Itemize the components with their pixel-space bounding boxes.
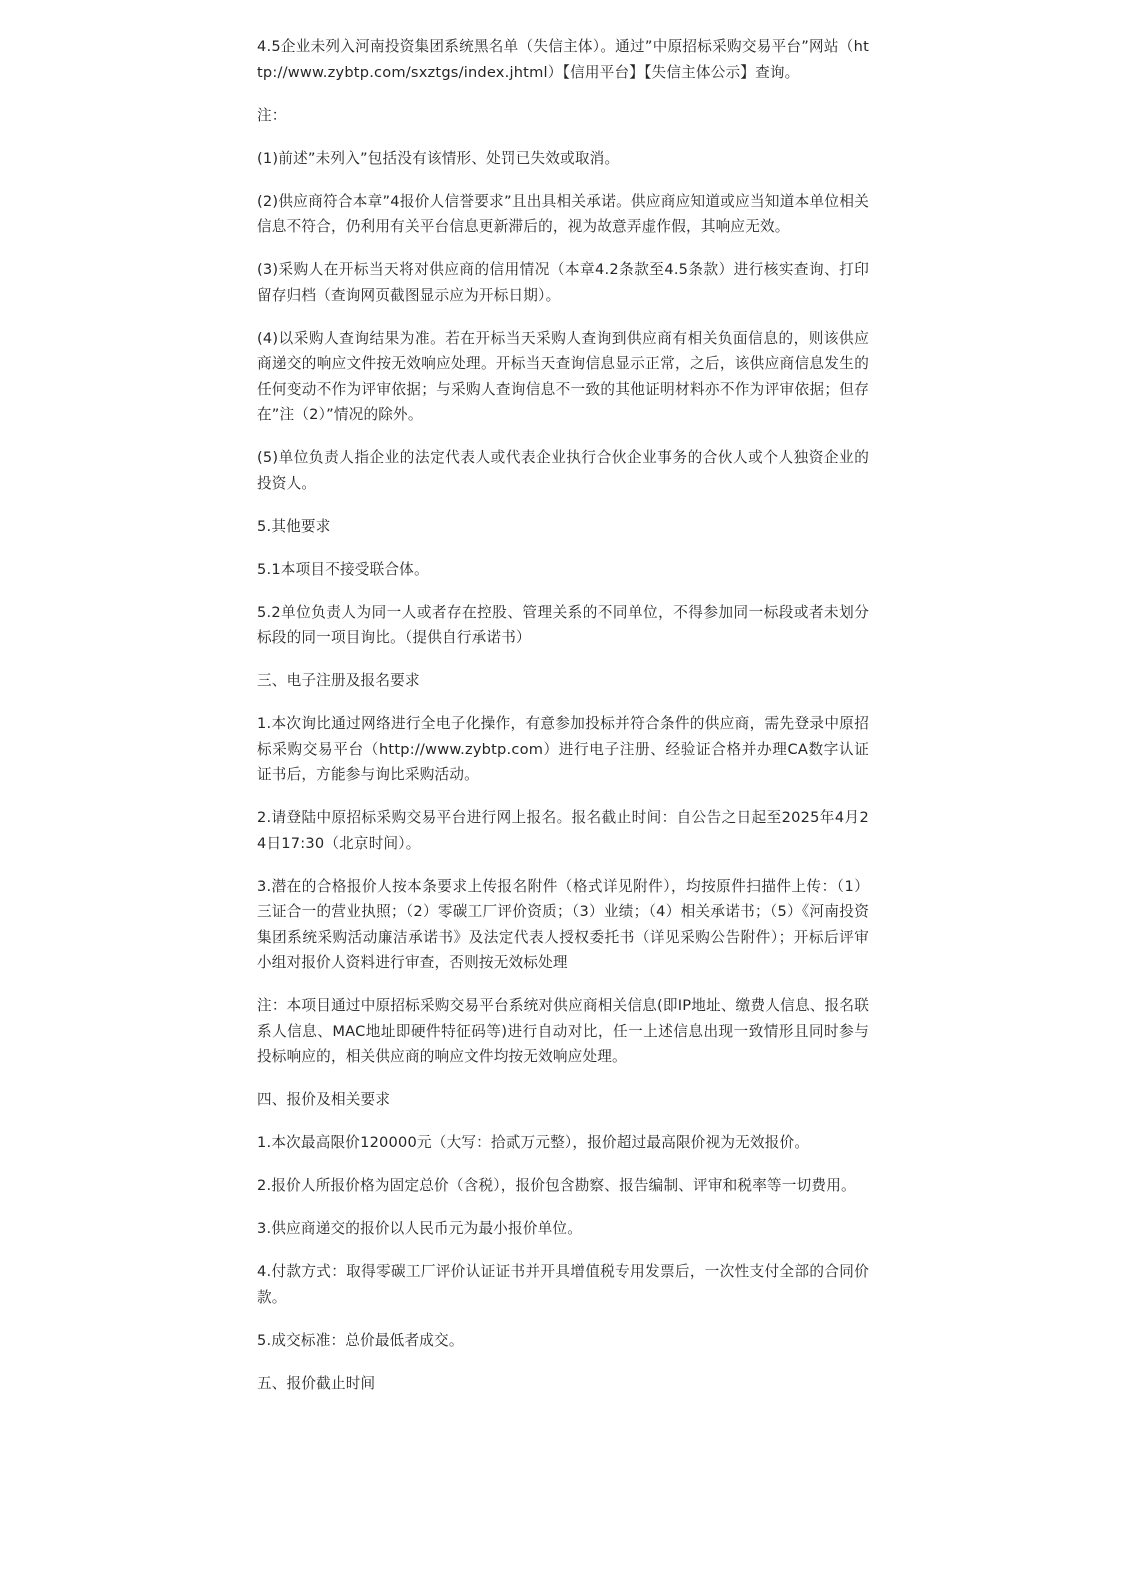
paragraph-award-criteria: 5.成交标准：总价最低者成交。	[257, 1331, 464, 1349]
paragraph-upload-attachments: 3.潜在的合格报价人按本条要求上传报名附件（格式详见附件），均按原件扫描件上传：（1）三证合一的营业执照；（2）零碳工厂评价资质；（3）业绩；（4）相关承诺书；（5）《河南投资集团系统采购活动廉洁承诺书》及法定代表人授权委托书（详见采购公告附件）；开标后评审小组对报价人资料进行审查，否则按无效标处理	[257, 877, 869, 971]
section-heading-quotation-deadline: 五、报价截止时间	[257, 1374, 376, 1392]
paragraph-blacklist-check: 4.5企业未列入河南投资集团系统黑名单（失信主体）。通过”中原招标采购交易平台”网站（http://www.zybtp.com/sxztgs/index.jhtml）【信用平台】【失信主体公示】查询。	[257, 38, 869, 81]
paragraph-price-unit: 3.供应商递交的报价以人民币元为最小报价单位。	[257, 1220, 582, 1237]
paragraph-same-responsible-person: 5.2单位负责人为同一人或者存在控股、管理关系的不同单位，不得参加同一标段或者未划分标段的同一项目询比。（提供自行承诺书）	[257, 603, 869, 646]
paragraph-electronic-registration: 1.本次询比通过网络进行全电子化操作，有意参加投标并符合条件的供应商，需先登录中原招标采购交易平台（http://www.zybtp.com）进行电子注册、经验证合格并办理CA数字认证证书后，方能参与询比采购活动。	[257, 715, 869, 783]
note-label: 注：	[257, 106, 287, 124]
note-item-2: (2)供应商符合本章”4报价人信誉要求”且出具相关承诺。供应商应知道或应当知道本单位相关信息不符合，仍利用有关平台信息更新滞后的，视为故意弄虚作假，其响应无效。	[257, 192, 869, 235]
paragraph-fixed-total-price: 2.报价人所报价格为固定总价（含税），报价包含勘察、报告编制、评审和税率等一切费用。	[257, 1177, 856, 1194]
note-item-3: (3)采购人在开标当天将对供应商的信用情况（本章4.2条款至4.5条款）进行核实查询、打印留存归档（查询网页截图显示应为开标日期）。	[257, 261, 869, 304]
document-body	[257, 34, 869, 1414]
paragraph-auto-comparison-note: 注：本项目通过中原招标采购交易平台系统对供应商相关信息(即IP地址、缴费人信息、报名联系人信息、MAC地址即硬件特征码等)进行自动对比，任一上述信息出现一致情形且同时参与投标响应的，相关供应商的响应文件均按无效响应处理。	[257, 997, 869, 1065]
note-item-5: (5)单位负责人指企业的法定代表人或代表企业执行合伙企业事务的合伙人或个人独资企业的投资人。	[257, 449, 869, 492]
note-item-4: (4)以采购人查询结果为准。若在开标当天采购人查询到供应商有相关负面信息的，则该供应商递交的响应文件按无效响应处理。开标当天查询信息显示正常，之后，该供应商信息发生的任何变动不作为评审依据；与采购人查询信息不一致的其他证明材料亦不作为评审依据；但存在”注（2）”情况的除外。	[257, 329, 869, 423]
paragraph-max-price: 1.本次最高限价120000元（大写：拾贰万元整），报价超过最高限价视为无效报价。	[257, 1134, 810, 1151]
paragraph-payment-method: 4.付款方式：取得零碳工厂评价认证证书并开具增值税专用发票后，一次性支付全部的合同价款。	[257, 1263, 869, 1306]
paragraph-registration-deadline: 2.请登陆中原招标采购交易平台进行网上报名。报名截止时间：自公告之日起至2025年4月24日17:30（北京时间）。	[257, 809, 869, 852]
paragraph-no-consortium: 5.1本项目不接受联合体。	[257, 560, 429, 578]
section-heading-other-requirements: 5.其他要求	[257, 517, 331, 535]
section-heading-registration: 三、电子注册及报名要求	[257, 672, 420, 689]
section-heading-quotation: 四、报价及相关要求	[257, 1091, 391, 1108]
note-item-1: (1)前述”未列入”包括没有该情形、处罚已失效或取消。	[257, 149, 620, 167]
